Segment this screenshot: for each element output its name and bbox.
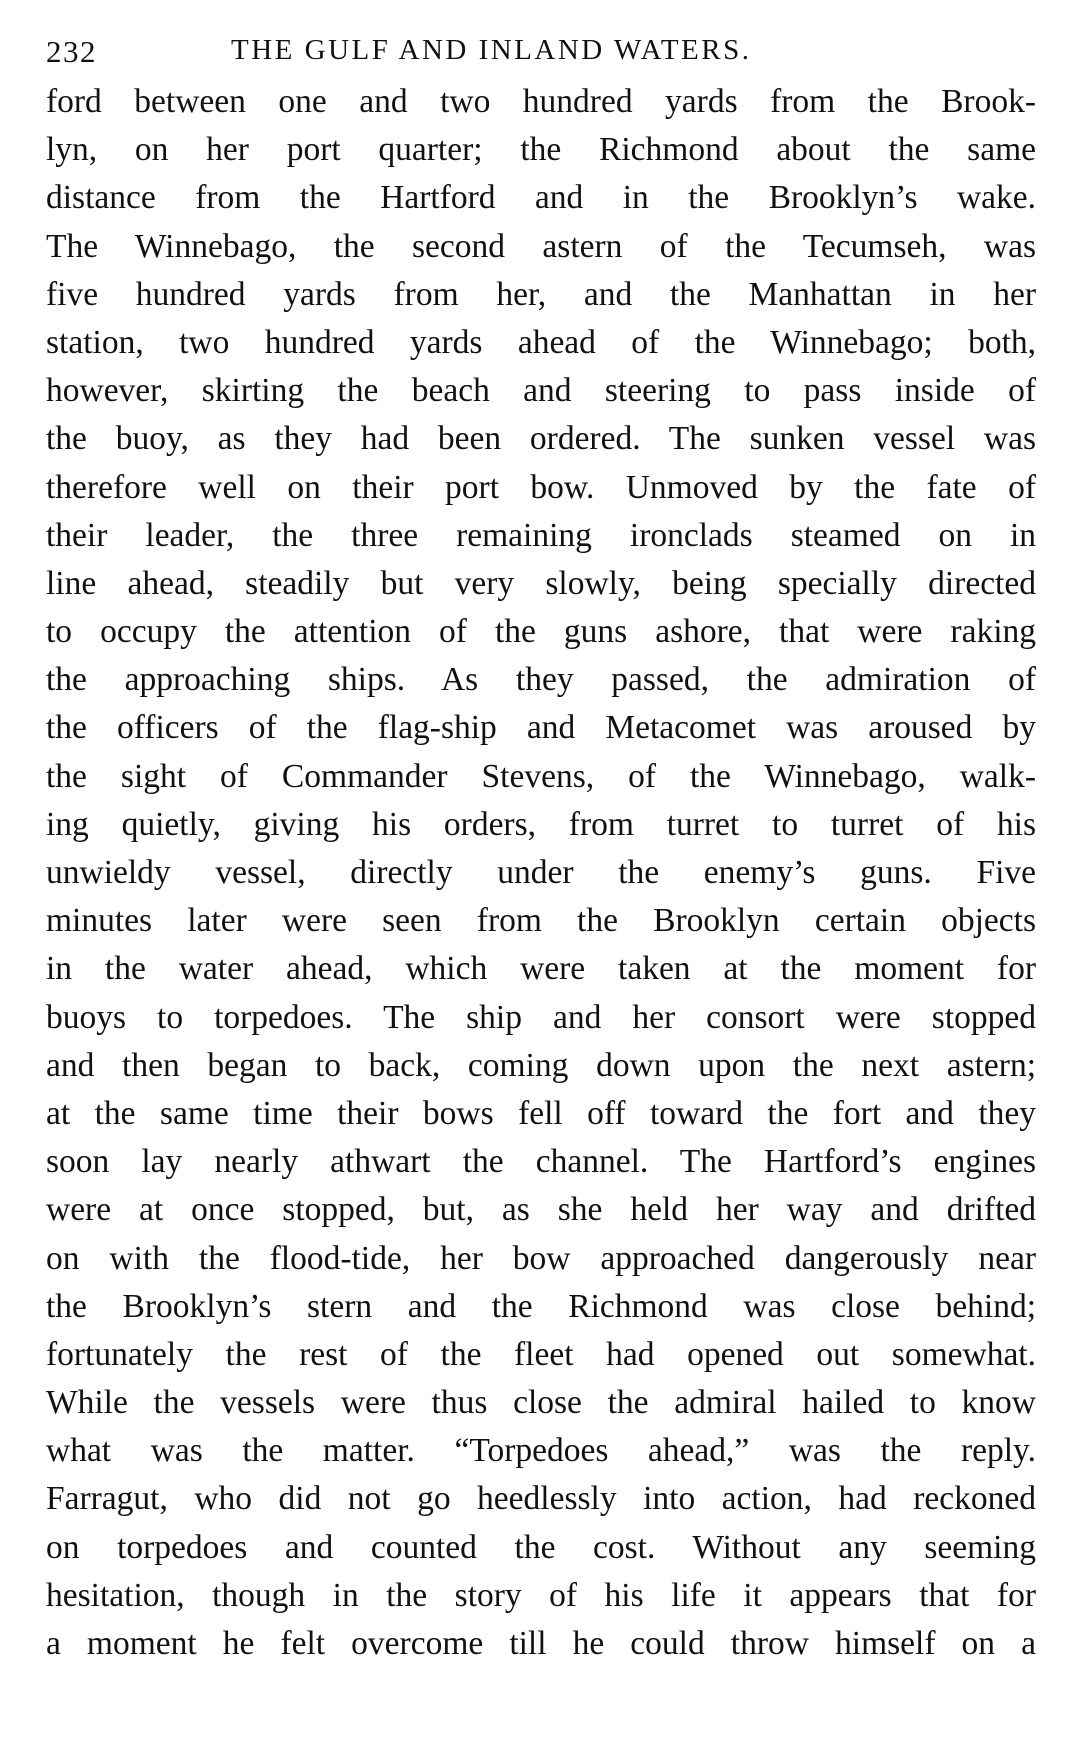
text-line: the buoy, as they had been ordered. The sunken vessel was bbox=[46, 420, 1036, 458]
text-line: line ahead, steadily but very slowly, being specially directed bbox=[46, 564, 1036, 602]
text-line: the sight of Commander Stevens, of the Winnebago, walk- bbox=[46, 757, 1036, 795]
text-line: their leader, the three remaining ironclads steamed on in bbox=[46, 516, 1036, 554]
text-line: the Brooklyn’s stern and the Richmond was close behind; bbox=[46, 1287, 1036, 1325]
text-line: however, skirting the beach and steering to pass inside of bbox=[46, 372, 1036, 410]
text-line: five hundred yards from her, and the Manhattan in her bbox=[46, 275, 1036, 313]
text-line: on with the flood-tide, her bow approached dangerously near bbox=[46, 1239, 1036, 1277]
page-number: 232 bbox=[46, 34, 97, 69]
text-line: to occupy the attention of the guns ashore, that were raking bbox=[46, 613, 1036, 651]
text-line: at the same time their bows fell off toward the fort and they bbox=[46, 1094, 1036, 1132]
text-line: minutes later were seen from the Brooklyn certain objects bbox=[46, 902, 1036, 940]
text-line: a moment he felt overcome till he could throw himself on a bbox=[46, 1625, 1036, 1662]
text-line: therefore well on their port bow. Unmoved by the fate of bbox=[46, 468, 1036, 506]
text-line: and then began to back, coming down upon the next astern; bbox=[46, 1046, 1036, 1084]
text-line: were at once stopped, but, as she held her way and drifted bbox=[46, 1191, 1036, 1229]
running-title: THE GULF AND INLAND WATERS. bbox=[231, 34, 752, 66]
text-line: The Winnebago, the second astern of the Tecumseh, was bbox=[46, 227, 1036, 265]
body-text bbox=[46, 78, 1036, 1668]
text-line: on torpedoes and counted the cost. Without any seeming bbox=[46, 1528, 1036, 1566]
text-line: what was the matter. “Torpedoes ahead,” was the reply. bbox=[46, 1432, 1036, 1470]
text-line: ing quietly, giving his orders, from turret to turret of his bbox=[46, 805, 1036, 843]
text-line: station, two hundred yards ahead of the Winnebago; both, bbox=[46, 323, 1036, 361]
book-page bbox=[46, 28, 1036, 1668]
text-line: soon lay nearly athwart the channel. The Hartford’s engines bbox=[46, 1143, 1036, 1181]
text-line: While the vessels were thus close the admiral hailed to know bbox=[46, 1384, 1036, 1422]
text-line: in the water ahead, which were taken at the moment for bbox=[46, 950, 1036, 988]
text-line: lyn, on her port quarter; the Richmond about the same bbox=[46, 131, 1036, 169]
text-line: distance from the Hartford and in the Brooklyn’s wake. bbox=[46, 179, 1036, 217]
text-line: fortunately the rest of the fleet had opened out somewhat. bbox=[46, 1335, 1036, 1373]
text-line: ford between one and two hundred yards from the Brook- bbox=[46, 83, 1036, 120]
text-line: the officers of the flag-ship and Metacomet was aroused by bbox=[46, 709, 1036, 747]
page-header bbox=[46, 28, 1036, 72]
text-line: the approaching ships. As they passed, the admiration of bbox=[46, 661, 1036, 699]
text-line: buoys to torpedoes. The ship and her consort were stopped bbox=[46, 998, 1036, 1036]
text-line: hesitation, though in the story of his life it appears that for bbox=[46, 1576, 1036, 1614]
text-line: unwieldy vessel, directly under the enemy’s guns. Five bbox=[46, 854, 1036, 891]
text-line: Farragut, who did not go heedlessly into action, had reckoned bbox=[46, 1480, 1036, 1518]
